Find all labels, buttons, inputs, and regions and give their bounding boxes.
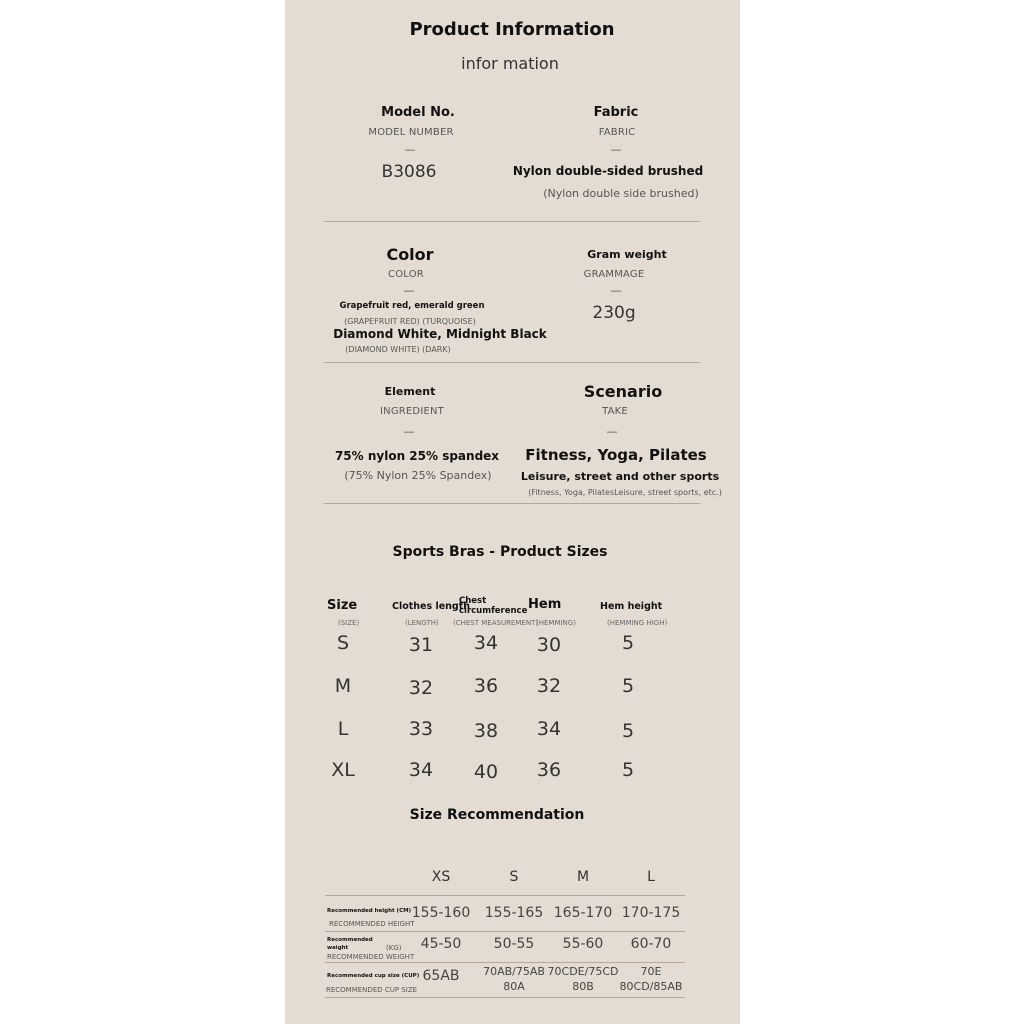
rec-value-cell: 155-160 — [411, 905, 471, 921]
measurement-cell: 5 — [621, 759, 635, 781]
divider — [325, 997, 685, 998]
size-table-title: Sports Bras - Product Sizes — [392, 544, 608, 560]
page-title: Product Information — [409, 19, 615, 40]
fabric-note: (Nylon double side brushed) — [543, 187, 699, 200]
fabric-value: Nylon double-sided brushed — [512, 164, 704, 178]
rec-cup-cell-line1: 70E — [640, 965, 662, 978]
divider — [324, 362, 700, 363]
col-sub-hem-height: (HEMMING HIGH) — [607, 619, 668, 627]
rec-height-label: Recommended height (CM) — [327, 908, 412, 914]
color-caption: COLOR — [388, 269, 424, 280]
rec-value-cell: 155-165 — [484, 905, 544, 921]
rec-cup-cell-line1: 70CDE/75CD — [547, 965, 619, 978]
color-line1: Grapefruit red, emerald green — [339, 301, 485, 311]
color-dash: — — [403, 284, 415, 297]
measurement-cell: 32 — [408, 677, 434, 699]
col-head-chest-line1: Chest — [459, 596, 487, 606]
measurement-cell: 38 — [473, 720, 499, 742]
rec-size-header: L — [647, 869, 655, 885]
rec-cup-cell-line2: 80CD/85AB — [619, 980, 683, 993]
element-note: (75% Nylon 25% Spandex) — [344, 469, 492, 482]
element-label: Element — [384, 385, 436, 398]
rec-weight-label-line2: weight — [327, 945, 349, 951]
element-value: 75% nylon 25% spandex — [334, 449, 500, 463]
rec-value-cell: 60-70 — [630, 936, 672, 952]
rec-weight-caption: RECOMMENDED WEIGHT — [327, 953, 415, 961]
scenario-value: Fitness, Yoga, Pilates — [525, 446, 707, 464]
rec-size-header: XS — [431, 869, 451, 885]
color-line2: Diamond White, Midnight Black — [333, 327, 547, 341]
rec-value-cell: 170-175 — [621, 905, 681, 921]
measurement-cell: 33 — [408, 718, 434, 740]
measurement-cell: 34 — [408, 759, 434, 781]
element-caption: INGREDIENT — [379, 406, 445, 417]
rec-cup-cell-line2: 80A — [503, 980, 525, 993]
measurement-cell: 34 — [536, 718, 562, 740]
divider — [325, 895, 685, 896]
fabric-caption: FABRIC — [598, 127, 636, 138]
gram-label: Gram weight — [587, 248, 667, 261]
size-cell: L — [337, 718, 349, 740]
measurement-cell: 30 — [536, 634, 562, 656]
model-dash: — — [404, 143, 416, 156]
element-dash: — — [403, 425, 415, 438]
divider — [325, 962, 685, 963]
measurement-cell: 5 — [621, 720, 635, 742]
rec-cup-cell-line1: 70AB/75AB — [483, 965, 545, 978]
page-subtitle: infor mation — [461, 54, 559, 73]
gram-value: 230g — [592, 303, 636, 323]
col-head-size: Size — [327, 598, 358, 613]
recommendation-title: Size Recommendation — [409, 807, 585, 823]
rec-value-cell: 165-170 — [553, 905, 613, 921]
scenario-caption: TAKE — [602, 406, 628, 417]
model-value: B3086 — [381, 162, 437, 182]
model-caption: MODEL NUMBER — [368, 127, 454, 138]
scenario-label: Scenario — [583, 382, 663, 401]
scenario-dash: — — [606, 425, 618, 438]
rec-value-cell: 50-55 — [493, 936, 535, 952]
col-head-length: Clothes length — [392, 601, 471, 612]
size-cell: M — [334, 675, 352, 697]
measurement-cell: 40 — [473, 761, 499, 783]
rec-size-header: M — [576, 869, 590, 885]
rec-cup-cell-line2: 80B — [572, 980, 594, 993]
col-head-chest-line2: circumference — [459, 606, 528, 616]
fabric-label: Fabric — [593, 105, 639, 120]
measurement-cell: 31 — [408, 634, 434, 656]
size-cell: S — [336, 632, 350, 654]
rec-size-header: S — [509, 869, 519, 885]
measurement-cell: 5 — [621, 675, 635, 697]
measurement-cell: 36 — [473, 675, 499, 697]
rec-weight-unit: (KG) — [386, 944, 402, 952]
rec-weight-label-line1: Recommended — [327, 937, 373, 943]
color-label: Color — [386, 245, 434, 264]
col-head-hem-height: Hem height — [600, 601, 663, 612]
fabric-dash: — — [610, 143, 622, 156]
rec-cup-label: Recommended cup size (CUP) — [327, 973, 420, 979]
col-head-hem: Hem — [528, 597, 562, 612]
divider — [325, 931, 685, 932]
color-line2-note: (DIAMOND WHITE) (DARK) — [345, 345, 451, 354]
col-sub-hem: (HEMMING) — [536, 619, 576, 627]
divider — [324, 221, 700, 222]
gram-dash: — — [610, 284, 622, 297]
divider — [324, 503, 700, 504]
color-line1-note: (GRAPEFRUIT RED) (TURQUOISE) — [344, 317, 476, 326]
rec-value-cell: 55-60 — [562, 936, 604, 952]
rec-value-cell: 45-50 — [420, 936, 462, 952]
measurement-cell: 32 — [536, 675, 562, 697]
model-label: Model No. — [381, 105, 455, 120]
col-sub-chest: (CHEST MEASUREMENT) — [453, 619, 539, 627]
col-sub-length: (LENGTH) — [405, 619, 439, 627]
gram-caption: GRAMMAGE — [583, 269, 645, 280]
measurement-cell: 5 — [621, 632, 635, 654]
rec-cup-caption: RECOMMENDED CUP SIZE — [326, 986, 418, 994]
scenario-value2: Leisure, street and other sports — [520, 470, 720, 483]
rec-cup-cell: 65AB — [422, 968, 460, 984]
col-sub-size: (SIZE) — [338, 619, 360, 627]
rec-height-caption: RECOMMENDED HEIGHT — [329, 920, 415, 928]
measurement-cell: 36 — [536, 759, 562, 781]
size-cell: XL — [331, 759, 355, 781]
scenario-note: (Fitness, Yoga, PilatesLeisure, street sports, etc.) — [528, 488, 722, 497]
measurement-cell: 34 — [473, 632, 499, 654]
